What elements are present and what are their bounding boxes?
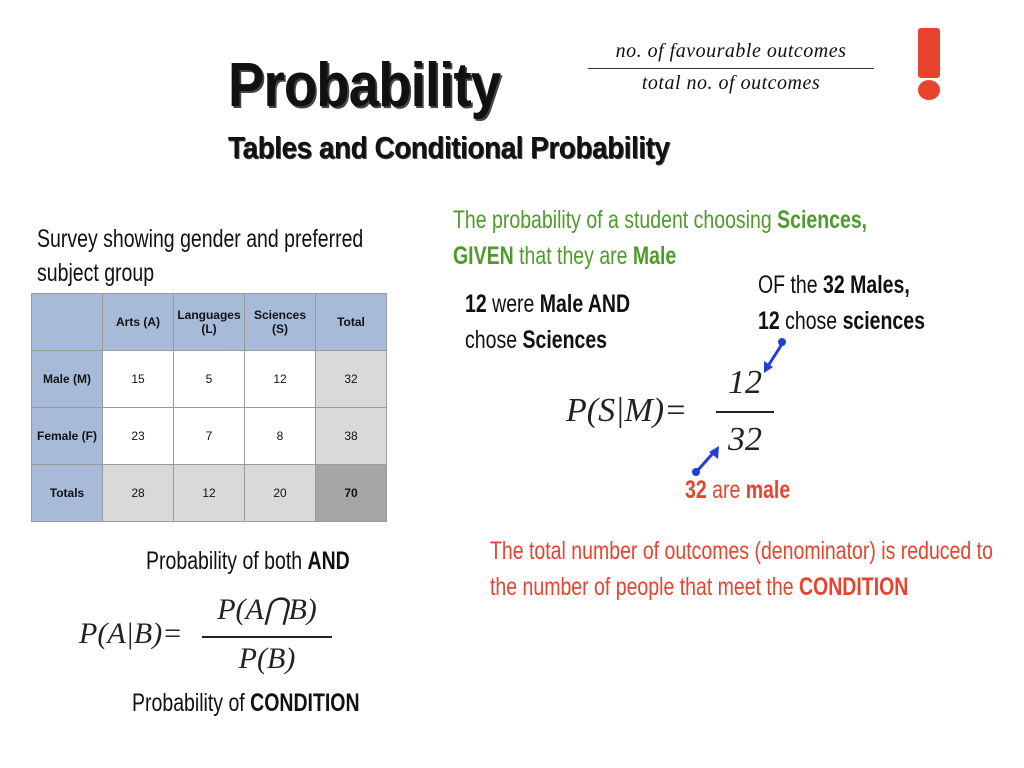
text-span-bold: AND <box>307 547 350 575</box>
explanation-red-line1: The total number of outcomes (denominator) is reduced to <box>490 537 993 565</box>
specific-formula-bar <box>716 411 774 413</box>
text-span-bold: Sciences, <box>777 206 868 234</box>
text-span: Probability of <box>132 689 251 717</box>
text-span: the number of people that meet the <box>490 573 799 601</box>
specific-formula-denominator: 32 <box>728 421 762 458</box>
table-row <box>32 351 387 408</box>
explanation-green-line1 <box>453 206 867 235</box>
text-span-bold: male <box>745 476 791 504</box>
text-span-bold: CONDITION <box>798 573 909 601</box>
text-span-bold: 12 <box>758 307 780 335</box>
text-span-bold: Sciences <box>522 326 608 354</box>
cell-grand-total: 70 <box>316 465 387 522</box>
column-header-languages: Languages (L) <box>174 294 245 351</box>
text-span: are <box>706 476 746 504</box>
text-span-bold: sciences <box>842 307 925 335</box>
page-title: Probability <box>228 51 501 120</box>
definition-denominator: total no. of outcomes <box>641 72 821 94</box>
text-span-bold: 32 <box>685 476 707 504</box>
cell-female-sciences: 8 <box>245 408 316 465</box>
column-header-total: Total <box>316 294 387 351</box>
explanation-red-line2 <box>490 573 908 602</box>
exclamation-dot-icon <box>918 80 940 100</box>
text-span-bold: CONDITION <box>250 689 360 717</box>
cell-male-total: 32 <box>316 351 387 408</box>
text-span-bold: 32 Males, <box>823 271 910 299</box>
survey-label-line2: subject group <box>37 259 155 287</box>
note-intersection-line2 <box>465 326 607 355</box>
cell-female-languages: 7 <box>174 408 245 465</box>
text-span: Probability of both <box>146 547 308 575</box>
cell-totals-arts: 28 <box>103 465 174 522</box>
general-formula-bar <box>202 636 332 638</box>
note-intersection-line1 <box>465 290 630 319</box>
page-subtitle: Tables and Conditional Probability <box>228 130 670 165</box>
survey-label <box>37 222 363 290</box>
specific-formula-numerator: 12 <box>728 364 762 401</box>
table-row <box>32 465 387 522</box>
general-formula-numerator: P(A⋂B) <box>217 593 317 626</box>
column-header-sciences: Sciences (S) <box>245 294 316 351</box>
cell-female-total: 38 <box>316 408 387 465</box>
cell-totals-languages: 12 <box>174 465 245 522</box>
text-span: OF the <box>758 271 824 299</box>
text-span-bold: 12 <box>465 290 487 318</box>
text-span: chose <box>465 326 523 354</box>
text-span: that they are <box>513 242 633 270</box>
column-header-arts: Arts (A) <box>103 294 174 351</box>
note-numerator-line1 <box>758 271 910 300</box>
cell-male-arts: 15 <box>103 351 174 408</box>
cell-male-languages: 5 <box>174 351 245 408</box>
definition-numerator: no. of favourable outcomes <box>615 40 847 62</box>
general-formula-lhs: P(A|B)= <box>79 617 183 650</box>
row-header-female: Female (F) <box>32 408 103 465</box>
row-header-totals: Totals <box>32 465 103 522</box>
table-header-row <box>32 294 387 351</box>
text-span-bold: GIVEN <box>453 242 514 270</box>
general-label-bottom <box>132 689 360 718</box>
specific-formula-lhs: P(S|M)= <box>566 392 688 429</box>
cell-female-arts: 23 <box>103 408 174 465</box>
definition-fraction-bar <box>588 68 874 69</box>
explanation-green-line2 <box>453 242 676 271</box>
note-denominator <box>685 476 790 505</box>
row-header-male: Male (M) <box>32 351 103 408</box>
survey-table <box>31 293 387 522</box>
general-formula-denominator: P(B) <box>238 642 296 675</box>
table-corner-cell <box>32 294 103 351</box>
text-span-bold: Male <box>632 242 677 270</box>
text-span: were <box>486 290 540 318</box>
text-span: chose <box>779 307 843 335</box>
survey-label-line1: Survey showing gender and preferred <box>37 225 364 253</box>
exclamation-icon <box>918 28 940 78</box>
text-span-bold: Male AND <box>539 290 631 318</box>
text-span: The probability of a student choosing <box>453 206 778 234</box>
general-label-top <box>146 547 350 576</box>
cell-totals-sciences: 20 <box>245 465 316 522</box>
cell-male-sciences: 12 <box>245 351 316 408</box>
table-row <box>32 408 387 465</box>
